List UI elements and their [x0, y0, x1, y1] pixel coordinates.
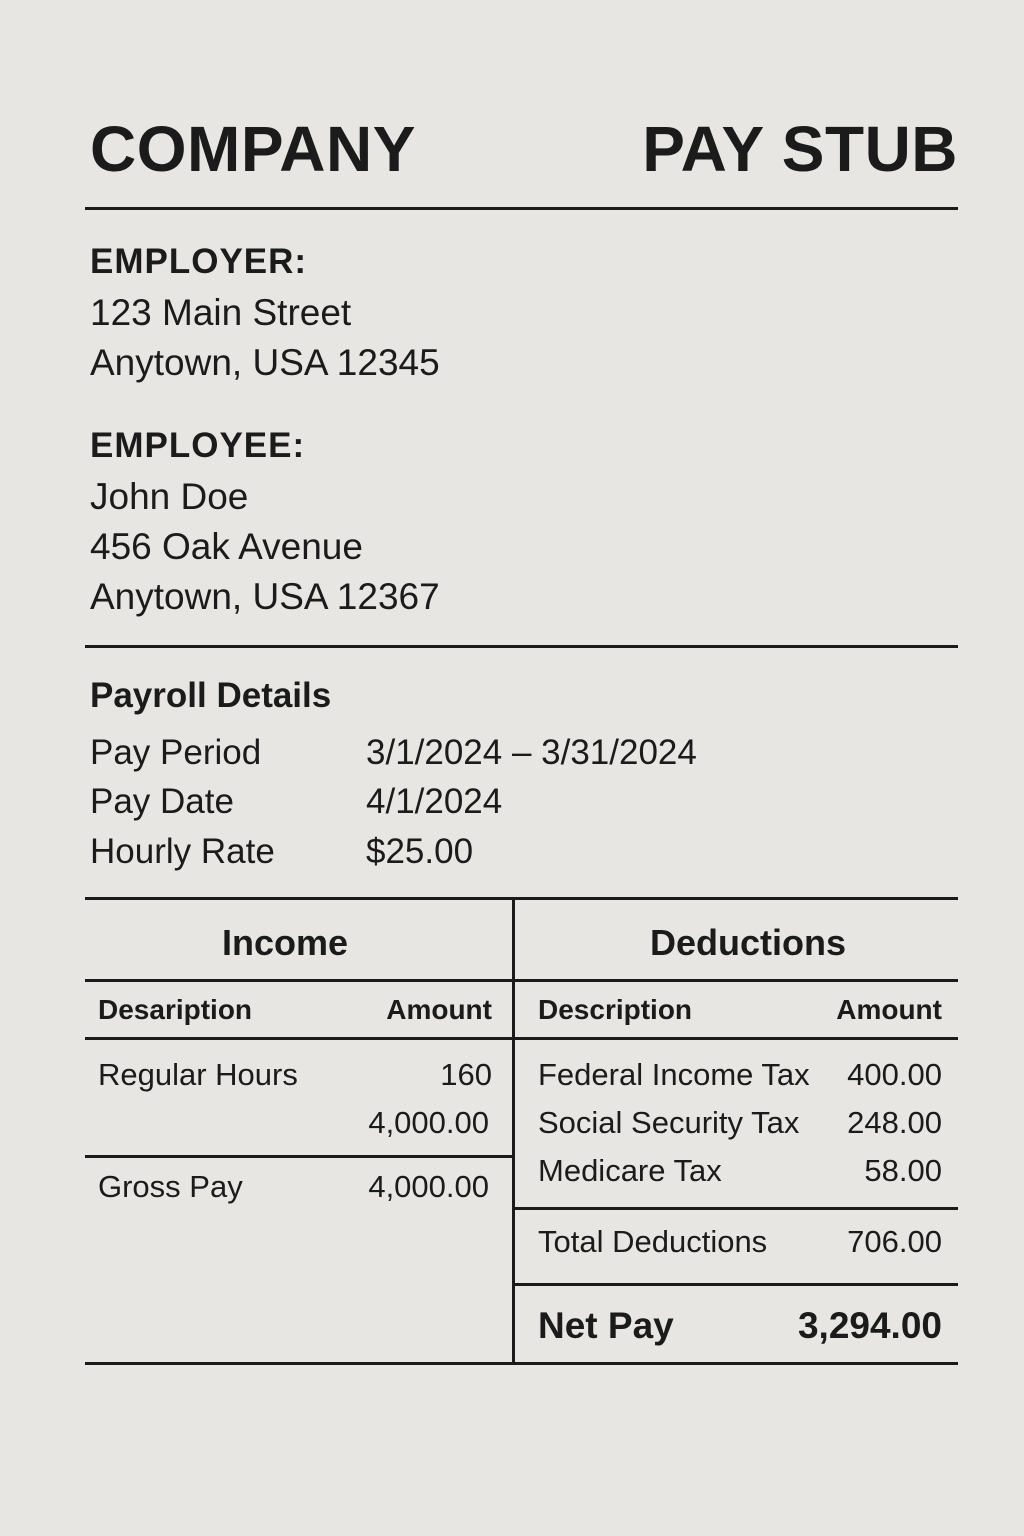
deductions-heading: Deductions: [649, 922, 846, 963]
gross-pay-label: Gross Pay: [98, 1169, 243, 1204]
deduction-row-description: Medicare Tax: [538, 1153, 722, 1188]
total-deductions-amount: 706.00: [847, 1224, 942, 1259]
total-deductions-label: Total Deductions: [538, 1224, 768, 1259]
deduction-row-amount: 58.00: [864, 1153, 942, 1188]
employer-address-line2: Anytown, USA 12345: [90, 342, 440, 383]
deduction-row-description: Social Security Tax: [538, 1105, 800, 1140]
pay-date-value: 4/1/2024: [366, 782, 503, 821]
deduction-row-amount: 400.00: [847, 1057, 942, 1092]
employer-label: EMPLOYER:: [90, 242, 308, 281]
income-description-header: Desaription: [98, 994, 253, 1025]
deduction-row-description: Federal Income Tax: [538, 1057, 810, 1092]
payroll-details-title: Payroll Details: [90, 676, 332, 715]
deductions-total-divider: [515, 1207, 958, 1210]
deduction-row-amount: 248.00: [847, 1105, 942, 1140]
income-amount-header: Amount: [386, 994, 492, 1025]
table-subheader-border: [85, 979, 958, 982]
header-divider: [85, 207, 958, 210]
deductions-description-header: Description: [538, 994, 693, 1025]
income-row-hours: 160: [440, 1057, 492, 1092]
document-title: PAY STUB: [642, 113, 958, 185]
pay-period-label: Pay Period: [90, 733, 262, 772]
employee-address-line1: 456 Oak Avenue: [90, 526, 363, 567]
employee-label: EMPLOYEE:: [90, 426, 306, 465]
income-gross-divider: [85, 1155, 513, 1158]
hourly-rate-label: Hourly Rate: [90, 832, 275, 871]
deductions-amount-header: Amount: [836, 994, 942, 1025]
employer-address-line1: 123 Main Street: [90, 292, 352, 333]
income-row-description: Regular Hours: [98, 1057, 298, 1092]
pay-date-label: Pay Date: [90, 782, 234, 821]
gross-pay-amount: 4,000.00: [368, 1169, 489, 1204]
employee-address-line2: Anytown, USA 12367: [90, 576, 440, 617]
income-row-amount: 4,000.00: [368, 1105, 489, 1140]
table-column-divider: [512, 897, 515, 1362]
net-pay-label: Net Pay: [538, 1305, 674, 1346]
table-top-border: [85, 897, 958, 900]
parties-divider: [85, 645, 958, 648]
employee-name: John Doe: [90, 476, 249, 517]
net-pay-amount: 3,294.00: [797, 1305, 942, 1346]
table-bottom-border: [85, 1362, 958, 1365]
table-header-bottom-border: [85, 1037, 958, 1040]
hourly-rate-value: $25.00: [366, 832, 474, 871]
pay-period-value: 3/1/2024 – 3/31/2024: [366, 733, 697, 772]
income-heading: Income: [221, 922, 349, 963]
company-name: COMPANY: [90, 113, 416, 185]
net-pay-divider: [515, 1283, 958, 1286]
